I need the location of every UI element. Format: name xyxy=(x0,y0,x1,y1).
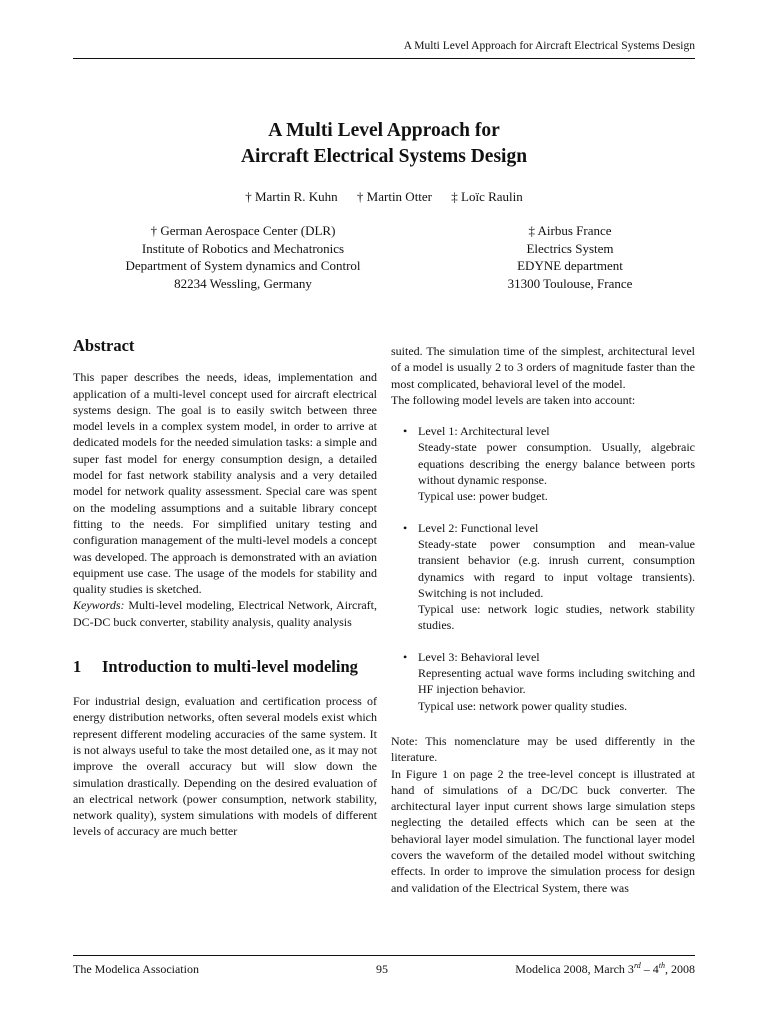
figure-paragraph: In Figure 1 on page 2 the tree-level concept is illustrated at hand of simulations of a DC/DC buck converter. The architectural layer input current shows large simulation steps neglecting the detailed effects which can be seen at the behavioral layer model simulation. The functional layer model covers the waveform of the detailed model without switching effects. In order to improve the simulation process for design and validation of the Electrical System, there was xyxy=(391,766,695,895)
level-description: Steady-state power consumption and mean-value transient behavior (e.g. inrush current, consumption dynamics with regard to input voltage transients). Switching is not included. xyxy=(418,536,695,600)
affiliation-line: 82234 Wessling, Germany xyxy=(174,275,312,291)
author-1: † Martin R. Kuhn xyxy=(245,189,338,204)
note-paragraph: Note: This nomenclature may be used differently in the literature. xyxy=(391,733,695,765)
affiliation-line: Department of System dynamics and Control xyxy=(125,258,361,273)
bullet-icon: • xyxy=(403,649,408,664)
section-1-body: For industrial design, evaluation and certification process of energy distribution networks, often several models exist which represent different modeling accuracies of the same system. It is not always useful to take the most detailed one, as it may not improve the overall accuracy but will slow down the simulation drastically. Depending on the desired evaluation of an electrical network (power consumption, network stability, network quality), system simulations with models of different levels of accuracy are much better xyxy=(73,694,377,839)
affiliation-line: ‡ Airbus France xyxy=(528,223,612,238)
section-1-heading xyxy=(73,656,377,678)
list-item xyxy=(391,649,695,714)
section-title: Introduction to multi-level modeling xyxy=(102,657,358,677)
date-dash: – 4 xyxy=(640,962,659,976)
continuation-paragraph: suited. The simulation time of the simplest, architectural level of a model is usually 2 to 3 orders of magnitude faster than the most complicated, behavioral level of the model. xyxy=(391,344,695,391)
affiliation-line: † German Aerospace Center (DLR) xyxy=(150,223,336,238)
level-use: Typical use: power budget. xyxy=(418,489,548,504)
affiliation-line: 31300 Toulouse, France xyxy=(507,275,633,291)
superscript-th: th xyxy=(658,961,665,970)
list-item xyxy=(391,520,695,634)
abstract-heading: Abstract xyxy=(73,336,135,355)
title-line-1: A Multi Level Approach for xyxy=(268,120,500,141)
affiliation-airbus xyxy=(465,222,675,292)
affiliation-line: Institute of Robotics and Mechatronics xyxy=(141,240,345,256)
footer-association: The Modelica Association xyxy=(73,962,199,976)
section-number: 1 xyxy=(73,657,82,677)
affiliation-line: EDYNE department xyxy=(517,258,623,273)
paper-title xyxy=(0,118,768,170)
running-header: A Multi Level Approach for Aircraft Electrical Systems Design xyxy=(403,40,695,52)
keywords-text: Multi-level modeling, Electrical Network, Aircraft, DC-DC buck converter, stability analysis, quality analysis xyxy=(73,598,378,629)
level-use: Typical use: network power quality studies. xyxy=(418,698,628,713)
bullet-icon: • xyxy=(403,520,408,535)
level-use: Typical use: network logic studies, network stability studies. xyxy=(418,602,695,633)
title-line-2: Aircraft Electrical Systems Design xyxy=(240,146,528,167)
level-description: Steady-state power consumption. Usually, algebraic equations describing the energy balance between ports without dynamic response. xyxy=(418,440,695,488)
bullet-icon: • xyxy=(403,424,408,439)
footer-conference xyxy=(515,962,695,977)
author-3: ‡ Loïc Raulin xyxy=(451,189,523,204)
model-levels-list xyxy=(391,423,695,714)
conference-year: , 2008 xyxy=(665,962,695,976)
levels-intro: The following model levels are taken into account: xyxy=(391,392,636,407)
conference-name: Modelica 2008, March 3 xyxy=(515,962,634,976)
list-item xyxy=(391,423,695,504)
affiliation-dlr xyxy=(93,222,393,292)
abstract-body: This paper describes the needs, ideas, implementation and application of a multi-level concept used for aircraft electrical systems design. The goal is to easily switch between three model levels in a complex system model, in order to arrive at dedicated models for the needed simulation tasks: a simple and super fast model for energy consumption design, a detailed model for fast network stability analysis and a very detailed model for network quality assessment. Special care was spent on the modeling assumptions and a suitable library concept fitting to the needs. For simplified unitary testing and configuration management of the multi-level models a concept was developed. The approach is demonstrated with an aviation equipment use case. The usage of the models for stability and quality studies is sketched. xyxy=(73,370,377,597)
superscript-rd: rd xyxy=(633,961,641,970)
page-number: 95 xyxy=(376,962,388,976)
author-2: † Martin Otter xyxy=(356,189,433,204)
left-column xyxy=(73,338,377,840)
level-title: Level 1: Architectural level xyxy=(418,424,550,439)
level-title: Level 3: Behavioral level xyxy=(418,649,540,664)
author-list xyxy=(0,189,768,205)
footer-rule xyxy=(73,955,695,956)
keywords-paragraph xyxy=(73,597,377,630)
header-rule xyxy=(73,58,695,59)
right-column xyxy=(391,343,695,896)
level-title: Level 2: Functional level xyxy=(418,520,539,535)
keywords-label: Keywords: xyxy=(73,598,125,613)
affiliation-line: Electrics System xyxy=(526,240,614,256)
level-description: Representing actual wave forms including switching and HF injection behavior. xyxy=(418,666,695,697)
